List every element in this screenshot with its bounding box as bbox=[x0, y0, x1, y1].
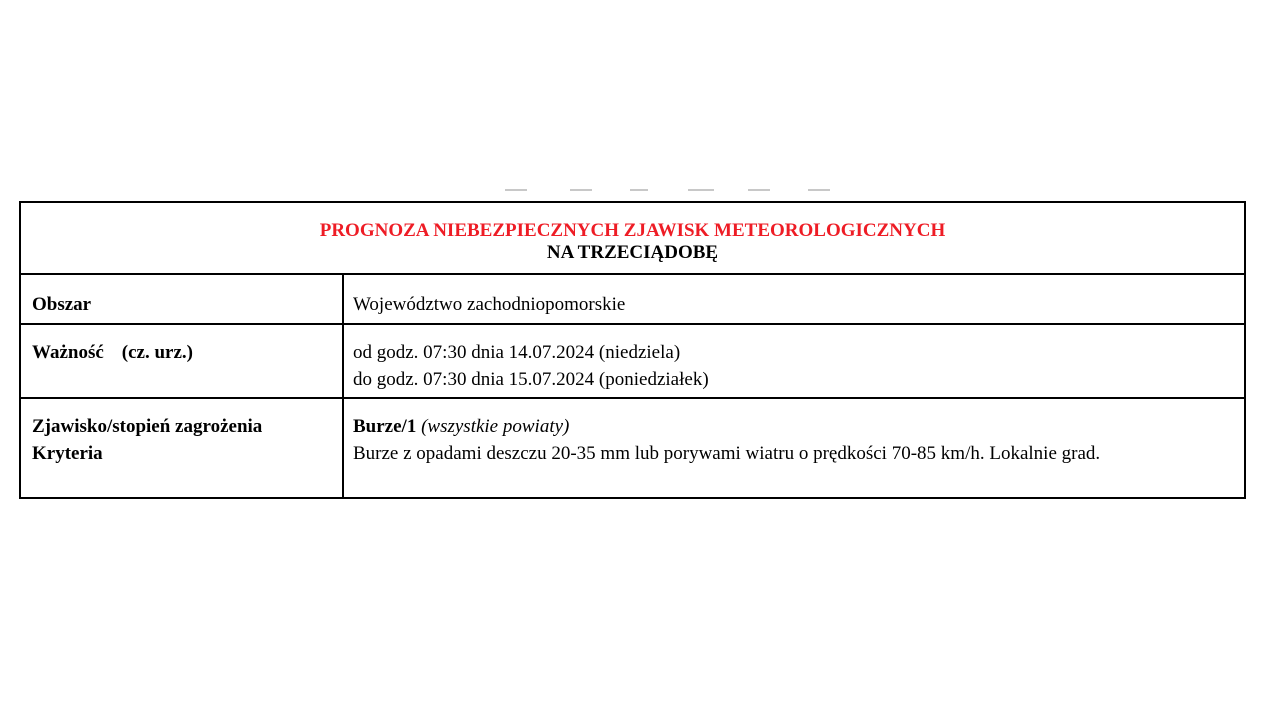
validity-label-cell bbox=[21, 325, 344, 397]
hazard-scope: (wszystkie powiaty) bbox=[421, 416, 570, 437]
scan-artifact-marks bbox=[505, 189, 835, 193]
area-value: Województwo zachodniopomorskie bbox=[353, 294, 626, 315]
validity-from: od godz. 07:30 dnia 14.07.2024 (niedziela) bbox=[353, 342, 681, 363]
phenomenon-label-cell bbox=[21, 399, 344, 497]
area-value-cell bbox=[344, 275, 1244, 323]
validity-value-cell bbox=[344, 325, 1244, 397]
validity-label: Ważność bbox=[32, 342, 104, 363]
hazard-criteria: Burze z opadami deszczu 20-35 mm lub porywami wiatru o prędkości 70-85 km/h. Lokalnie grad. bbox=[353, 443, 1101, 464]
forecast-table bbox=[19, 201, 1246, 499]
table-header bbox=[21, 203, 1244, 275]
area-label: Obszar bbox=[32, 294, 92, 315]
area-label-cell bbox=[21, 275, 344, 323]
validity-label-suffix: (cz. urz.) bbox=[121, 342, 193, 363]
validity-to: do godz. 07:30 dnia 15.07.2024 (poniedziałek) bbox=[353, 369, 709, 390]
document-title: PROGNOZA NIEBEZPIECZNYCH ZJAWISK METEOROLOGICZNYCH bbox=[319, 220, 946, 241]
document-subtitle: NA TRZECIĄDOBĘ bbox=[546, 242, 719, 263]
phenomenon-value-cell bbox=[344, 399, 1244, 497]
hazard-degree: Burze/1 bbox=[353, 416, 417, 437]
phenomenon-label: Zjawisko/stopień zagrożenia bbox=[32, 416, 263, 437]
table-row-phenomenon bbox=[21, 397, 1244, 497]
table-row-area bbox=[21, 275, 1244, 323]
table-row-validity bbox=[21, 323, 1244, 397]
criteria-label: Kryteria bbox=[32, 443, 103, 464]
